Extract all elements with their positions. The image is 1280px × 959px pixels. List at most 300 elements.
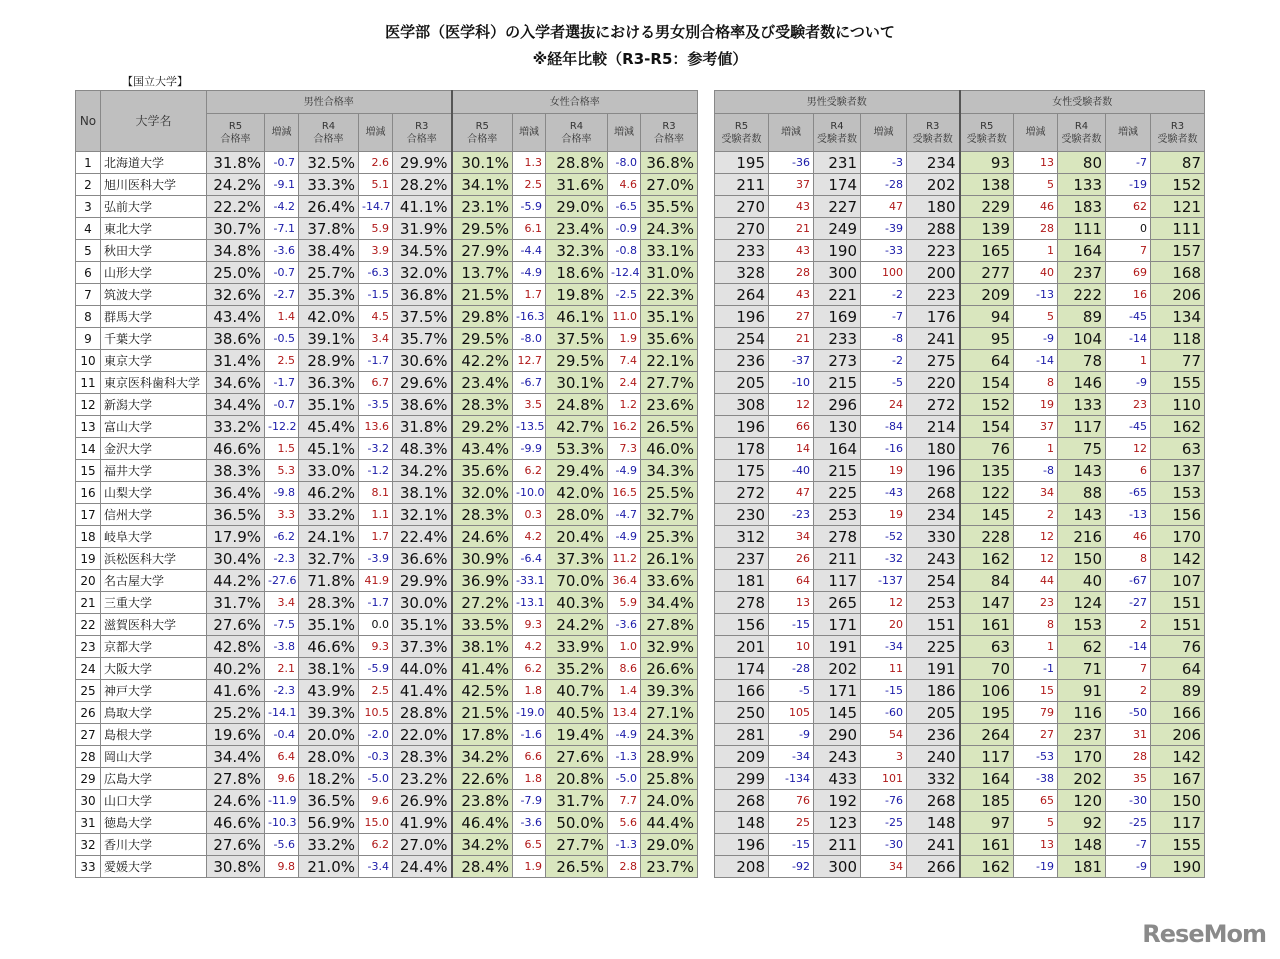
- male-count-r4: 171: [814, 614, 861, 636]
- university-name: 弘前大学: [101, 196, 207, 218]
- female-count-change-r4: 31: [1106, 724, 1151, 746]
- male-count-change-r5: -15: [769, 834, 814, 856]
- male-rate-r5: 30.7%: [207, 218, 265, 240]
- header-metric: 受験者数: [912, 133, 953, 145]
- male-count-change-r4: -2: [861, 350, 907, 372]
- female-count-r3: 121: [1151, 196, 1205, 218]
- female-count-r3: 151: [1151, 592, 1205, 614]
- male-count-r3: 225: [907, 636, 960, 658]
- male-count-r3: 148: [907, 812, 960, 834]
- university-name: 山梨大学: [101, 482, 207, 504]
- female-rate-r5: 30.9%: [452, 548, 513, 570]
- female-rate-r3: 44.4%: [641, 812, 698, 834]
- male-count-r3: 330: [907, 526, 960, 548]
- female-rate-r3: 26.1%: [641, 548, 698, 570]
- male-count-r4: 211: [814, 548, 861, 570]
- female-count-r3: 168: [1151, 262, 1205, 284]
- male-count-r4: 265: [814, 592, 861, 614]
- female-count-change-r5: 46: [1014, 196, 1058, 218]
- female-count-change-r4: 16: [1106, 284, 1151, 306]
- male-rate-change-r4: -5.9: [359, 658, 393, 680]
- female-count-change-r5: 8: [1014, 614, 1058, 636]
- female-rate-change-r4: -4.9: [608, 460, 641, 482]
- table-row: [76, 834, 698, 856]
- male-rate-change-r5: -1.7: [265, 372, 299, 394]
- female-count-r5: 135: [960, 460, 1014, 482]
- female-count-r5: 70: [960, 658, 1014, 680]
- male-count-change-r5: 105: [769, 702, 814, 724]
- male-count-r5: 254: [715, 328, 769, 350]
- female-count-change-r4: 7: [1106, 240, 1151, 262]
- male-rate-r4: 28.3%: [299, 592, 359, 614]
- male-count-change-r4: 47: [861, 196, 907, 218]
- female-count-r3: 89: [1151, 680, 1205, 702]
- male-count-change-r4: 34: [861, 856, 907, 878]
- male-rate-change-r4: 1.7: [359, 526, 393, 548]
- male-count-r3: 234: [907, 504, 960, 526]
- female-count-change-r4: 1: [1106, 350, 1151, 372]
- male-count-change-r5: 25: [769, 812, 814, 834]
- male-count-r4: 300: [814, 856, 861, 878]
- female-count-r4: 78: [1058, 350, 1106, 372]
- female-count-r4: 181: [1058, 856, 1106, 878]
- male-count-r3: 214: [907, 416, 960, 438]
- university-name: 香川大学: [101, 834, 207, 856]
- female-rate-r3: 24.3%: [641, 218, 698, 240]
- applicant-count-table: [714, 90, 1205, 878]
- university-name: 神戸大学: [101, 680, 207, 702]
- header-metric: 受験者数: [1157, 133, 1198, 145]
- header-year: R4: [569, 120, 584, 132]
- male-rate-change-r4: 2.6: [359, 152, 393, 174]
- female-rate-r3: 34.3%: [641, 460, 698, 482]
- row-no: 22: [76, 614, 101, 636]
- female-count-change-r4: -9: [1106, 856, 1151, 878]
- male-rate-r5: 40.2%: [207, 658, 265, 680]
- male-count-change-r4: -39: [861, 218, 907, 240]
- header-change: 増減: [359, 114, 393, 152]
- female-rate-r3: 32.7%: [641, 504, 698, 526]
- female-rate-change-r5: 1.9: [513, 856, 546, 878]
- male-rate-change-r5: 1.4: [265, 306, 299, 328]
- male-rate-r3: 34.2%: [393, 460, 452, 482]
- male-rate-change-r5: -27.6: [265, 570, 299, 592]
- female-rate-r5: 24.6%: [452, 526, 513, 548]
- male-rate-change-r4: -6.3: [359, 262, 393, 284]
- female-rate-r4: 29.0%: [546, 196, 608, 218]
- female-rate-change-r4: 2.4: [608, 372, 641, 394]
- female-rate-change-r4: -6.5: [608, 196, 641, 218]
- male-rate-r4: 28.9%: [299, 350, 359, 372]
- row-no: 12: [76, 394, 101, 416]
- male-rate-change-r4: 9.6: [359, 790, 393, 812]
- male-rate-r5: 41.6%: [207, 680, 265, 702]
- female-count-r5: 106: [960, 680, 1014, 702]
- male-rate-change-r5: -0.7: [265, 152, 299, 174]
- female-count-r3: 77: [1151, 350, 1205, 372]
- header-metric: 受験者数: [966, 133, 1007, 145]
- university-name: 鳥取大学: [101, 702, 207, 724]
- male-rate-r4: 33.3%: [299, 174, 359, 196]
- table-row: [76, 438, 698, 460]
- female-rate-change-r4: -2.5: [608, 284, 641, 306]
- table-row: [715, 328, 1205, 350]
- male-rate-r3: 44.0%: [393, 658, 452, 680]
- header-r4: [1058, 114, 1106, 152]
- male-count-r5: 278: [715, 592, 769, 614]
- header-change: 増減: [608, 114, 641, 152]
- female-count-r4: 148: [1058, 834, 1106, 856]
- male-count-r3: 268: [907, 790, 960, 812]
- female-count-r3: 110: [1151, 394, 1205, 416]
- header-r3: [907, 114, 960, 152]
- table-row: [715, 680, 1205, 702]
- male-count-r4: 169: [814, 306, 861, 328]
- table-row: [76, 372, 698, 394]
- female-rate-r4: 20.4%: [546, 526, 608, 548]
- female-rate-change-r5: 6.5: [513, 834, 546, 856]
- female-count-r4: 75: [1058, 438, 1106, 460]
- male-rate-change-r4: -5.0: [359, 768, 393, 790]
- female-rate-change-r4: 16.5: [608, 482, 641, 504]
- female-rate-r4: 42.7%: [546, 416, 608, 438]
- male-rate-change-r4: 4.5: [359, 306, 393, 328]
- male-count-r5: 250: [715, 702, 769, 724]
- female-rate-r5: 38.1%: [452, 636, 513, 658]
- female-count-change-r5: 5: [1014, 306, 1058, 328]
- female-count-change-r5: -14: [1014, 350, 1058, 372]
- male-rate-change-r5: -0.7: [265, 262, 299, 284]
- female-count-r4: 62: [1058, 636, 1106, 658]
- row-no: 33: [76, 856, 101, 878]
- header-metric: 受験者数: [1061, 133, 1102, 145]
- female-count-r4: 237: [1058, 724, 1106, 746]
- header-change: 増減: [861, 114, 907, 152]
- male-count-r4: 190: [814, 240, 861, 262]
- row-no: 2: [76, 174, 101, 196]
- male-count-r5: 208: [715, 856, 769, 878]
- male-count-change-r4: -84: [861, 416, 907, 438]
- female-rate-change-r4: -8.0: [608, 152, 641, 174]
- female-rate-change-r4: 5.6: [608, 812, 641, 834]
- male-rate-change-r4: 6.2: [359, 834, 393, 856]
- female-rate-change-r5: -7.9: [513, 790, 546, 812]
- table-row: [715, 262, 1205, 284]
- row-no: 30: [76, 790, 101, 812]
- female-rate-r5: 29.8%: [452, 306, 513, 328]
- table-row: [76, 482, 698, 504]
- row-no: 25: [76, 680, 101, 702]
- male-rate-change-r4: 10.5: [359, 702, 393, 724]
- university-name: 東京医科歯科大学: [101, 372, 207, 394]
- female-rate-r3: 25.8%: [641, 768, 698, 790]
- female-rate-change-r5: -13.5: [513, 416, 546, 438]
- table-row: [715, 350, 1205, 372]
- male-count-r3: 223: [907, 240, 960, 262]
- male-count-r3: 272: [907, 394, 960, 416]
- female-rate-r3: 24.0%: [641, 790, 698, 812]
- female-count-r3: 142: [1151, 548, 1205, 570]
- female-count-change-r5: 12: [1014, 526, 1058, 548]
- male-count-r4: 117: [814, 570, 861, 592]
- male-rate-r4: 32.5%: [299, 152, 359, 174]
- male-count-change-r4: 3: [861, 746, 907, 768]
- male-count-r5: 268: [715, 790, 769, 812]
- female-rate-r5: 30.1%: [452, 152, 513, 174]
- female-count-r5: 138: [960, 174, 1014, 196]
- male-count-change-r4: -2: [861, 284, 907, 306]
- female-rate-r5: 32.0%: [452, 482, 513, 504]
- male-rate-r5: 36.5%: [207, 504, 265, 526]
- male-rate-r4: 33.0%: [299, 460, 359, 482]
- female-rate-r3: 35.5%: [641, 196, 698, 218]
- male-rate-change-r4: 5.1: [359, 174, 393, 196]
- header-male-count: 男性受験者数: [715, 91, 960, 114]
- university-name: 北海道大学: [101, 152, 207, 174]
- row-no: 1: [76, 152, 101, 174]
- male-count-change-r5: 28: [769, 262, 814, 284]
- table-row: [76, 812, 698, 834]
- female-rate-change-r5: 1.7: [513, 284, 546, 306]
- female-count-r5: 95: [960, 328, 1014, 350]
- female-rate-r3: 39.3%: [641, 680, 698, 702]
- male-rate-change-r5: 1.5: [265, 438, 299, 460]
- male-count-change-r5: -134: [769, 768, 814, 790]
- table-row: [715, 702, 1205, 724]
- male-rate-r3: 32.1%: [393, 504, 452, 526]
- male-rate-r4: 39.1%: [299, 328, 359, 350]
- table-row: [715, 812, 1205, 834]
- header-year: R3: [926, 120, 940, 132]
- male-rate-r5: 31.4%: [207, 350, 265, 372]
- female-count-change-r4: -27: [1106, 592, 1151, 614]
- male-rate-change-r5: 3.3: [265, 504, 299, 526]
- male-count-r4: 296: [814, 394, 861, 416]
- female-count-change-r4: -13: [1106, 504, 1151, 526]
- university-name: 信州大学: [101, 504, 207, 526]
- female-count-change-r5: 5: [1014, 174, 1058, 196]
- female-rate-r5: 41.4%: [452, 658, 513, 680]
- female-count-r5: 209: [960, 284, 1014, 306]
- university-name: 千葉大学: [101, 328, 207, 350]
- female-rate-r3: 27.7%: [641, 372, 698, 394]
- male-count-change-r5: 76: [769, 790, 814, 812]
- female-count-r3: 162: [1151, 416, 1205, 438]
- male-count-r5: 166: [715, 680, 769, 702]
- university-name: 旭川医科大学: [101, 174, 207, 196]
- female-count-r3: 206: [1151, 724, 1205, 746]
- male-count-change-r4: -76: [861, 790, 907, 812]
- table-row: [715, 636, 1205, 658]
- male-rate-r5: 24.2%: [207, 174, 265, 196]
- female-rate-change-r5: -6.4: [513, 548, 546, 570]
- male-rate-r4: 35.1%: [299, 394, 359, 416]
- female-rate-change-r5: -33.1: [513, 570, 546, 592]
- female-rate-r3: 32.9%: [641, 636, 698, 658]
- male-rate-r3: 28.2%: [393, 174, 452, 196]
- male-count-change-r4: 12: [861, 592, 907, 614]
- male-count-change-r5: -37: [769, 350, 814, 372]
- female-rate-change-r5: 1.8: [513, 680, 546, 702]
- female-count-change-r5: 1: [1014, 636, 1058, 658]
- table-row: [715, 526, 1205, 548]
- female-count-r5: 161: [960, 834, 1014, 856]
- male-count-r3: 196: [907, 460, 960, 482]
- table-row: [76, 218, 698, 240]
- female-rate-change-r5: 1.3: [513, 152, 546, 174]
- male-count-r3: 241: [907, 834, 960, 856]
- university-name: 岐阜大学: [101, 526, 207, 548]
- male-count-change-r4: -16: [861, 438, 907, 460]
- male-count-change-r5: -34: [769, 746, 814, 768]
- male-count-r5: 299: [715, 768, 769, 790]
- male-rate-change-r4: -1.7: [359, 350, 393, 372]
- female-count-r5: 162: [960, 548, 1014, 570]
- male-rate-change-r4: 15.0: [359, 812, 393, 834]
- male-count-r4: 273: [814, 350, 861, 372]
- male-count-r4: 221: [814, 284, 861, 306]
- female-rate-r4: 19.4%: [546, 724, 608, 746]
- header-metric: 合格率: [313, 133, 344, 145]
- male-count-r3: 234: [907, 152, 960, 174]
- female-rate-r3: 35.1%: [641, 306, 698, 328]
- male-rate-r5: 32.6%: [207, 284, 265, 306]
- female-count-r3: 64: [1151, 658, 1205, 680]
- female-rate-change-r5: 2.5: [513, 174, 546, 196]
- male-count-change-r4: -33: [861, 240, 907, 262]
- male-rate-r4: 46.2%: [299, 482, 359, 504]
- female-rate-change-r5: -9.9: [513, 438, 546, 460]
- male-rate-r3: 35.7%: [393, 328, 452, 350]
- male-count-r5: 201: [715, 636, 769, 658]
- university-name: 山口大学: [101, 790, 207, 812]
- female-count-r5: 147: [960, 592, 1014, 614]
- male-rate-r4: 43.9%: [299, 680, 359, 702]
- female-rate-change-r5: -10.0: [513, 482, 546, 504]
- female-count-change-r4: -19: [1106, 174, 1151, 196]
- female-rate-r4: 50.0%: [546, 812, 608, 834]
- male-rate-change-r4: 8.1: [359, 482, 393, 504]
- female-count-r3: 190: [1151, 856, 1205, 878]
- male-count-change-r4: -25: [861, 812, 907, 834]
- male-rate-change-r4: 41.9: [359, 570, 393, 592]
- table-row: [76, 548, 698, 570]
- male-rate-r5: 27.6%: [207, 834, 265, 856]
- row-no: 6: [76, 262, 101, 284]
- pass-rate-table: [75, 90, 698, 878]
- female-rate-change-r4: -1.3: [608, 834, 641, 856]
- table-row: [76, 306, 698, 328]
- row-no: 11: [76, 372, 101, 394]
- male-rate-change-r4: 2.5: [359, 680, 393, 702]
- female-rate-change-r5: -6.7: [513, 372, 546, 394]
- male-count-r4: 253: [814, 504, 861, 526]
- male-rate-change-r4: 13.6: [359, 416, 393, 438]
- male-count-change-r5: -15: [769, 614, 814, 636]
- male-rate-r4: 18.2%: [299, 768, 359, 790]
- male-count-r4: 171: [814, 680, 861, 702]
- male-count-change-r5: -23: [769, 504, 814, 526]
- female-rate-change-r5: -13.1: [513, 592, 546, 614]
- male-count-r3: 332: [907, 768, 960, 790]
- female-count-change-r5: 15: [1014, 680, 1058, 702]
- male-count-r4: 211: [814, 834, 861, 856]
- page-subtitle: ※経年比較（R3-R5：参考値）: [532, 50, 748, 68]
- table-row: [76, 284, 698, 306]
- female-count-change-r4: -30: [1106, 790, 1151, 812]
- female-rate-change-r5: 12.7: [513, 350, 546, 372]
- female-rate-r5: 42.2%: [452, 350, 513, 372]
- male-rate-r3: 29.9%: [393, 570, 452, 592]
- female-count-r5: 154: [960, 416, 1014, 438]
- table-row: [715, 570, 1205, 592]
- female-count-r5: 93: [960, 152, 1014, 174]
- male-count-r3: 241: [907, 328, 960, 350]
- female-rate-r5: 34.2%: [452, 746, 513, 768]
- table-row: [715, 504, 1205, 526]
- female-rate-r5: 29.5%: [452, 328, 513, 350]
- table-row: [76, 240, 698, 262]
- header-change: 増減: [1106, 114, 1151, 152]
- header-r4: [814, 114, 861, 152]
- female-count-r3: 152: [1151, 174, 1205, 196]
- male-rate-r5: 42.8%: [207, 636, 265, 658]
- female-count-r3: 150: [1151, 790, 1205, 812]
- row-no: 23: [76, 636, 101, 658]
- table-row: [715, 240, 1205, 262]
- male-rate-change-r4: 3.9: [359, 240, 393, 262]
- header-r5: [960, 114, 1014, 152]
- male-rate-r4: 42.0%: [299, 306, 359, 328]
- female-rate-change-r4: 1.4: [608, 680, 641, 702]
- female-rate-r4: 23.4%: [546, 218, 608, 240]
- table-row: [76, 658, 698, 680]
- male-rate-r5: 38.6%: [207, 328, 265, 350]
- row-no: 19: [76, 548, 101, 570]
- male-rate-change-r4: 6.7: [359, 372, 393, 394]
- table-row: [715, 372, 1205, 394]
- female-count-change-r5: 37: [1014, 416, 1058, 438]
- male-count-r5: 264: [715, 284, 769, 306]
- male-rate-r5: 33.2%: [207, 416, 265, 438]
- female-count-r3: 134: [1151, 306, 1205, 328]
- female-rate-change-r4: 8.6: [608, 658, 641, 680]
- male-count-r4: 278: [814, 526, 861, 548]
- male-count-change-r4: -60: [861, 702, 907, 724]
- female-rate-r4: 29.5%: [546, 350, 608, 372]
- male-count-r3: 202: [907, 174, 960, 196]
- header-year: R4: [830, 120, 844, 132]
- male-rate-r5: 34.4%: [207, 394, 265, 416]
- female-rate-change-r5: -1.6: [513, 724, 546, 746]
- male-count-change-r5: 43: [769, 240, 814, 262]
- female-rate-change-r4: -4.9: [608, 724, 641, 746]
- female-count-change-r4: -7: [1106, 152, 1151, 174]
- male-count-r3: 176: [907, 306, 960, 328]
- female-rate-r3: 25.5%: [641, 482, 698, 504]
- male-rate-r3: 38.1%: [393, 482, 452, 504]
- female-count-r5: 162: [960, 856, 1014, 878]
- university-name: 山形大学: [101, 262, 207, 284]
- male-rate-change-r5: -4.2: [265, 196, 299, 218]
- female-count-change-r4: 23: [1106, 394, 1151, 416]
- female-rate-change-r5: 6.6: [513, 746, 546, 768]
- female-count-r3: 117: [1151, 812, 1205, 834]
- female-count-change-r4: -65: [1106, 482, 1151, 504]
- female-count-change-r5: 44: [1014, 570, 1058, 592]
- male-count-change-r4: -8: [861, 328, 907, 350]
- male-rate-change-r5: -3.6: [265, 240, 299, 262]
